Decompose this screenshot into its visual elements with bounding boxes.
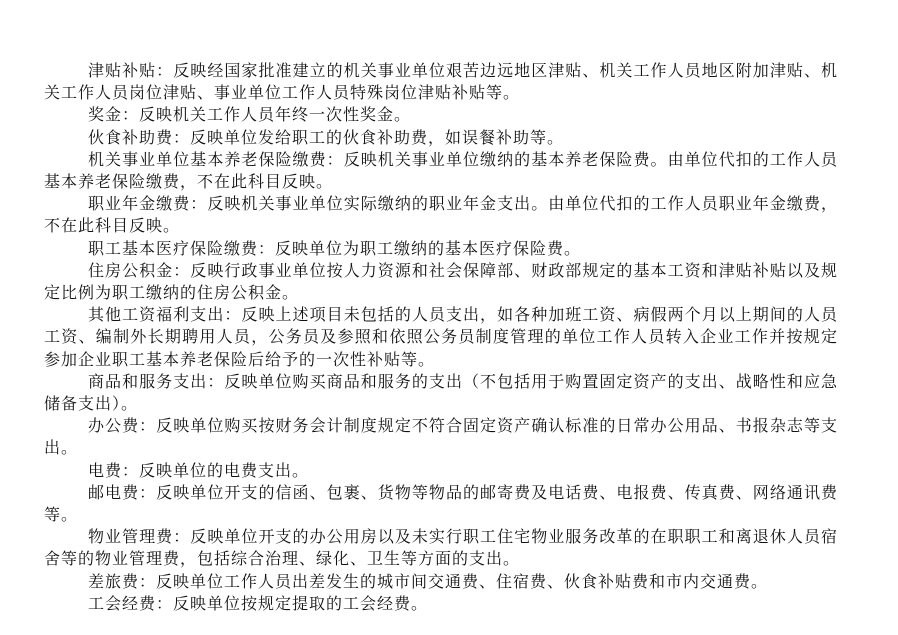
paragraph-meal-subsidy: 伙食补助费：反映单位发给职工的伙食补助费，如误餐补助等。	[88, 127, 565, 147]
paragraph-bonus: 奖金：反映机关工作人员年终一次性奖金。	[88, 105, 412, 125]
paragraph-union-fees: 工会经费：反映单位按规定提取的工会经费。	[88, 593, 429, 613]
document-body	[44, 60, 838, 615]
paragraph-occupational-annuity: 职业年金缴费：反映机关事业单位实际缴纳的职业年金支出。由单位代扣的工作人员职业年金缴费，不在此科目反映。	[44, 194, 838, 236]
paragraph-goods-services: 商品和服务支出：反映单位购买商品和服务的支出（不包括用于购置固定资产的支出、战略性和应急储备支出）。	[44, 371, 838, 414]
paragraph-postal-telecom: 邮电费：反映单位开支的信函、包裹、货物等物品的邮寄费及电话费、电报费、传真费、网络通讯费等。	[44, 482, 838, 525]
paragraph-travel: 差旅费：反映单位工作人员出差发生的城市间交通费、住宿费、伙食补贴费和市内交通费。	[88, 571, 769, 591]
paragraph-pension-insurance: 机关事业单位基本养老保险缴费：反映机关事业单位缴纳的基本养老保险费。由单位代扣的工作人员基本养老保险缴费，不在此科目反映。	[44, 149, 838, 192]
paragraph-property-management: 物业管理费：反映单位开支的办公用房以及未实行职工住宅物业服务改革的在职职工和离退休人员宿舍等的物业管理费，包括综合治理、绿化、卫生等方面的支出。	[44, 527, 838, 569]
paragraph-other-welfare: 其他工资福利支出：反映上述项目未包括的人员支出，如各种加班工资、病假两个月以上期间的人员工资、编制外长期聘用人员，公务员及参照和依照公务员制度管理的单位工作人员转入企业工作并按规定参加企业职工基本养老保险后给予的一次性补贴等。	[44, 305, 838, 369]
paragraph-electricity: 电费：反映单位的电费支出。	[88, 460, 310, 480]
paragraph-housing-fund: 住房公积金：反映行政事业单位按人力资源和社会保障部、财政部规定的基本工资和津贴补贴以及规定比例为职工缴纳的住房公积金。	[44, 260, 838, 303]
paragraph-office-expense: 办公费：反映单位购买按财务会计制度规定不符合固定资产确认标准的日常办公用品、书报杂志等支出。	[44, 416, 838, 458]
paragraph-medical-insurance: 职工基本医疗保险缴费：反映单位为职工缴纳的基本医疗保险费。	[88, 238, 582, 258]
paragraph-allowances: 津贴补贴：反映经国家批准建立的机关事业单位艰苦边远地区津贴、机关工作人员地区附加津贴、机关工作人员岗位津贴、事业单位工作人员特殊岗位津贴补贴等。	[44, 61, 838, 103]
